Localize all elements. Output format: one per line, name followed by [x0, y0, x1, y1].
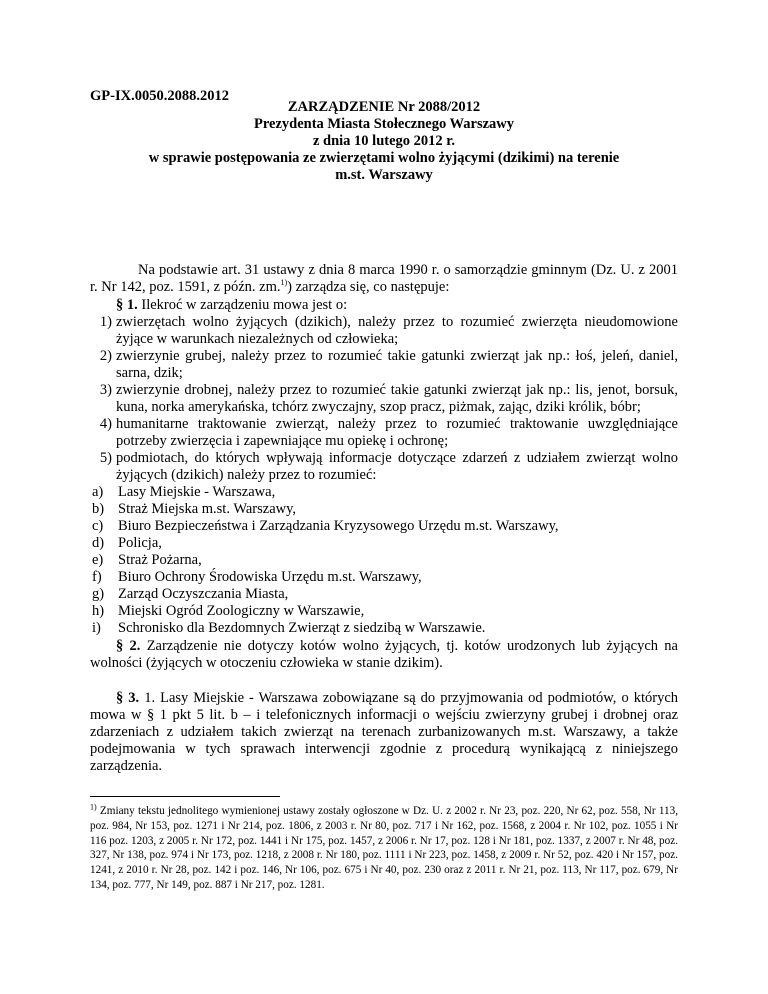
sublist-item: c) Biuro Bezpieczeństwa i Zarządzania Kryzysowego Urzędu m.st. Warszawy, [92, 518, 559, 534]
section-3-text: 1. Lasy Miejskie - Warszawa zobowiązane są do przyjmowania od podmiotów, o których mowa w § 1 pkt 5 lit. b – i telefonicznych informacji o wejściu zwierzyny grubej i drobnej oraz zdarzeniach z udziałem takich zwierząt na terenach zurbanizowanych m.st. Warszawy, a także podejmowania w tych sprawach interwencji zgodnie z procedurą wynikającą z niniejszego zarządzenia. [90, 690, 679, 774]
sublist-item: b) Straż Miejska m.st. Warszawy, [92, 501, 297, 517]
section-1-label: § 1. [116, 297, 138, 313]
footnote [90, 804, 678, 893]
section-1 [90, 297, 678, 637]
footnote-reference: 1) [280, 278, 288, 288]
document-reference-number: GP-IX.0050.2088.2012 [90, 88, 229, 104]
title-line-5: m.st. Warszawy [335, 167, 433, 183]
section-2-label: § 2. [116, 638, 141, 654]
document-title-block [90, 99, 678, 184]
footnote-text: Zmiany tekstu jednolitego wymienionej ustawy zostały ogłoszone w Dz. U. z 2002 r. Nr 23, poz. 220, Nr 62, poz. 558, Nr 113, poz. 984, Nr 153, poz. 1271 i Nr 214, poz. 1806, z 2003 r. Nr 80, poz. 717 i Nr 162, poz. 1568, z 2004 r. Nr 102, poz. 1055 i Nr 116 poz. 1203, z 2005 r. Nr 172, poz. 1441 i Nr 175, poz. 1457, z 2006 r. Nr 17, poz. 128 i Nr 181, poz. 1337, z 2007 r. Nr 48, poz. 327, Nr 138, poz. 974 i Nr 173, poz. 1218, z 2008 r. Nr 180, poz. 1111 i Nr 223, poz. 1458, z 2009 r. Nr 52, poz. 420 i Nr 157, poz. 1241, z 2010 r. Nr 28, poz. 142 i poz. 146, Nr 106, poz. 675 i Nr 40, poz. 230 oraz z 2011 r. Nr 21, poz. 113, Nr 117, poz. 679, Nr 134, poz. 777, Nr 149, poz. 887 i Nr 217, poz. 1281. [90, 805, 679, 891]
sublist-item: g) Zarząd Oczyszczania Miasta, [92, 586, 289, 602]
sublist-item: d) Policja, [92, 535, 162, 551]
title-line-4: w sprawie postępowania ze zwierzętami wolno żyjącymi (dzikimi) na terenie [148, 150, 620, 166]
sublist-item: h) Miejski Ogród Zoologiczny w Warszawie, [92, 603, 365, 619]
list-item: 5) podmiotach, do których wpływają informacje dotyczące zdarzeń z udziałem zwierząt wolno żyjących (dzikich) należy przez to rozumieć: [99, 450, 678, 483]
section-3-label: § 3. [116, 690, 140, 706]
list-item: 1) zwierzętach wolno żyjących (dzikich), należy przez to rozumieć zwierzęta nieudomowione żyjące w warunkach niezależnych od człowieka; [99, 314, 678, 347]
footnote-separator [90, 796, 280, 797]
sublist-item: f) Biuro Ochrony Środowiska Urzędu m.st. Warszawy, [92, 569, 422, 585]
list-item: 2) zwierzynie grubej, należy przez to rozumieć takie gatunki zwierząt jak np.: łoś, jeleń, daniel, sarna, dzik; [99, 348, 678, 381]
section-2 [90, 638, 678, 672]
footnote-mark: 1) [90, 802, 97, 812]
sublist-item: i) Schronisko dla Bezdomnych Zwierząt z siedzibą w Warszawie. [92, 620, 486, 636]
list-item: 3) zwierzynie drobnej, należy przez to rozumieć takie gatunki zwierząt jak np.: lis, jenot, borsuk, kuna, norka amerykańska, tchórz zwyczajny, szop pracz, piżmak, zając, dziki królik, bóbr; [99, 382, 678, 415]
sublist-item: a) Lasy Miejskie - Warszawa, [92, 484, 276, 500]
list-item: 4) humanitarne traktowanie zwierząt, należy przez to rozumieć traktowanie uwzględniające potrzeby zwierzęcia i zapewniające mu opiekę i ochronę; [99, 416, 678, 449]
legal-basis-text-end: ) zarządza się, co następuje: [287, 279, 450, 295]
entities-sublist [90, 484, 678, 637]
legal-basis-text: Na podstawie art. 31 ustawy z dnia 8 marca 1990 r. o samorządzie gminnym (Dz. U. z 2001 r. Nr 142, poz. 1591, z późn. zm. [90, 262, 678, 295]
legal-basis-paragraph [90, 262, 678, 296]
section-3 [90, 690, 678, 775]
title-line-1: ZARZĄDZENIE Nr 2088/2012 [287, 99, 481, 115]
title-line-2: Prezydenta Miasta Stołecznego Warszawy [253, 116, 514, 132]
sublist-item: e) Straż Pożarna, [92, 552, 202, 568]
title-line-3: z dnia 10 lutego 2012 r. [312, 133, 456, 149]
section-1-lead: Ilekroć w zarządzeniu mowa jest o: [141, 297, 348, 313]
definitions-list [90, 314, 678, 484]
section-2-text: Zarządzenie nie dotyczy kotów wolno żyjących, tj. kotów urodzonych lub żyjących na wolności (żyjących w otoczeniu człowieka w stanie dzikim). [90, 638, 678, 671]
